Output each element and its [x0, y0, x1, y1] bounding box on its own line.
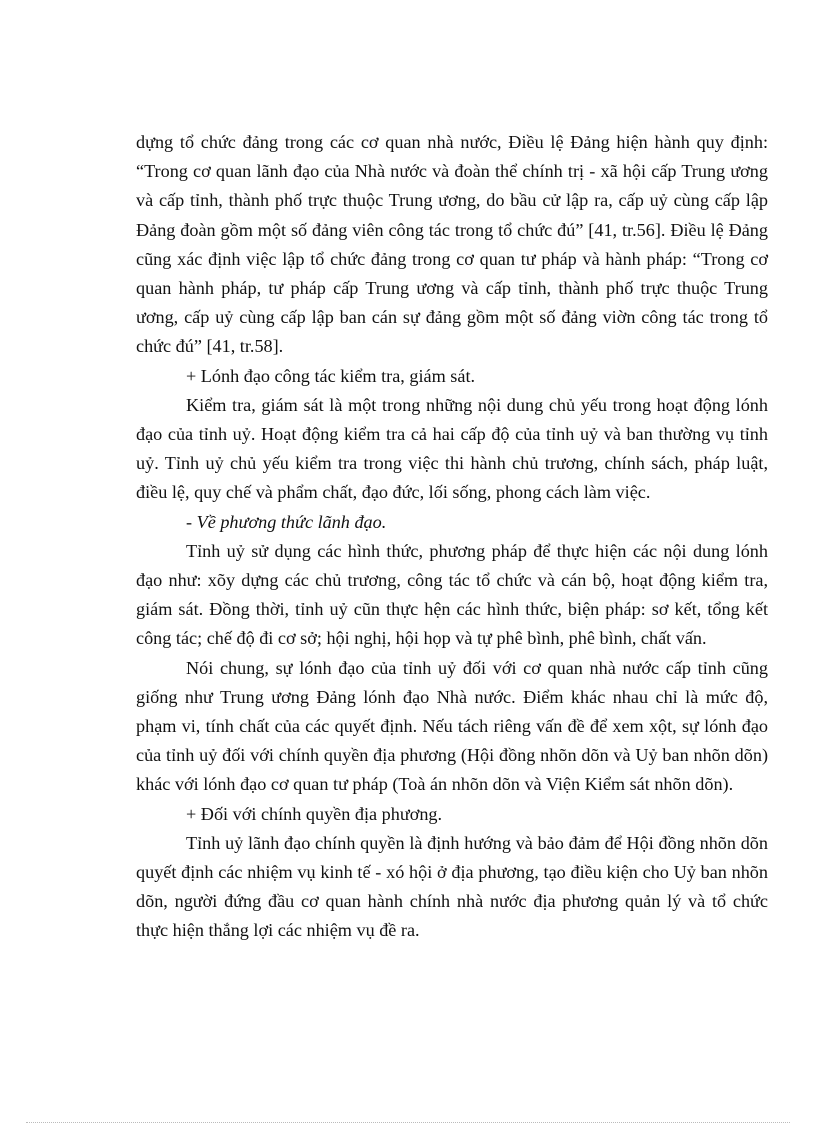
paragraph-heading-inspection: + Lónh đạo công tác kiểm tra, giám sát.	[186, 365, 476, 386]
paragraph-leadership-method: Tỉnh uỷ sử dụng các hình thức, phương pháp để thực hiện các nội dung lónh đạo như: xõy dựng các chủ trương, công tác tổ chức và cán bộ, hoạt động kiểm tra, giám sát. Đồng thời, tỉnh uỷ cũn thực hện các hình thức, biện pháp: sơ kết, tổng kết công tác; chế độ đi cơ sở; hội nghị, hội họp và tự phê bình, phê bình, chất vấn.	[136, 540, 768, 649]
paragraph-heading-local-government: + Đối với chính quyền địa phương.	[186, 803, 443, 824]
paragraph-heading-leadership-method: - Về phương thức lãnh đạo.	[186, 511, 387, 532]
paragraph-inspection: Kiểm tra, giám sát là một trong những nội dung chủ yếu trong hoạt động lónh đạo của tỉnh uỷ. Hoạt động kiểm tra cả hai cấp độ của tỉnh uỷ và ban thường vụ tỉnh uỷ. Tỉnh uỷ chủ yếu kiểm tra trong việc thi hành chủ trương, chính sách, pháp luật, điều lệ, quy chế và phẩm chất, đạo đức, lối sống, phong cách làm việc.	[136, 394, 768, 503]
paragraph-local-government: Tỉnh uỷ lãnh đạo chính quyền là định hướng và bảo đảm để Hội đồng nhõn dõn quyết định các nhiệm vụ kinh tế - xó hội ở địa phương, tạo điều kiện cho Uỷ ban nhõn dõn, người đứng đầu cơ quan hành chính nhà nước địa phương quản lý và tổ chức thực hiện thắng lợi các nhiệm vụ đề ra.	[136, 832, 768, 941]
paragraph-general: Nói chung, sự lónh đạo của tỉnh uỷ đối với cơ quan nhà nước cấp tỉnh cũng giống như Trung ương Đảng lónh đạo Nhà nước. Điểm khác nhau chỉ là mức độ, phạm vi, tính chất của các quyết định. Nếu tách riêng vấn đề để xem xột, sự lónh đạo của tỉnh uỷ đối với chính quyền địa phương (Hội đồng nhõn dõn và Uỷ ban nhõn dõn) khác với lónh đạo cơ quan tư pháp (Toà án nhõn dõn và Viện Kiểm sát nhõn dõn).	[136, 657, 768, 795]
paragraph-party-charter: dựng tổ chức đảng trong các cơ quan nhà nước, Điều lệ Đảng hiện hành quy định: “Trong cơ quan lãnh đạo của Nhà nước và đoàn thể chính trị - xã hội cấp Trung ương và cấp tỉnh, thành phố trực thuộc Trung ương, do bầu cử lập ra, cấp uỷ cùng cấp lập Đảng đoàn gồm một số đảng viên công tác trong tổ chức đú” [41, tr.56]. Điều lệ Đảng cũng xác định việc lập tổ chức đảng trong cơ quan tư pháp và hành pháp: “Trong cơ quan hành pháp, tư pháp cấp Trung ương và cấp tỉnh, thành phố trực thuộc Trung ương, cấp uỷ cùng cấp lập ban cán sự đảng gồm một số đảng viờn công tác trong tổ chức đú” [41, tr.58].	[136, 132, 768, 357]
body-text	[136, 128, 768, 946]
